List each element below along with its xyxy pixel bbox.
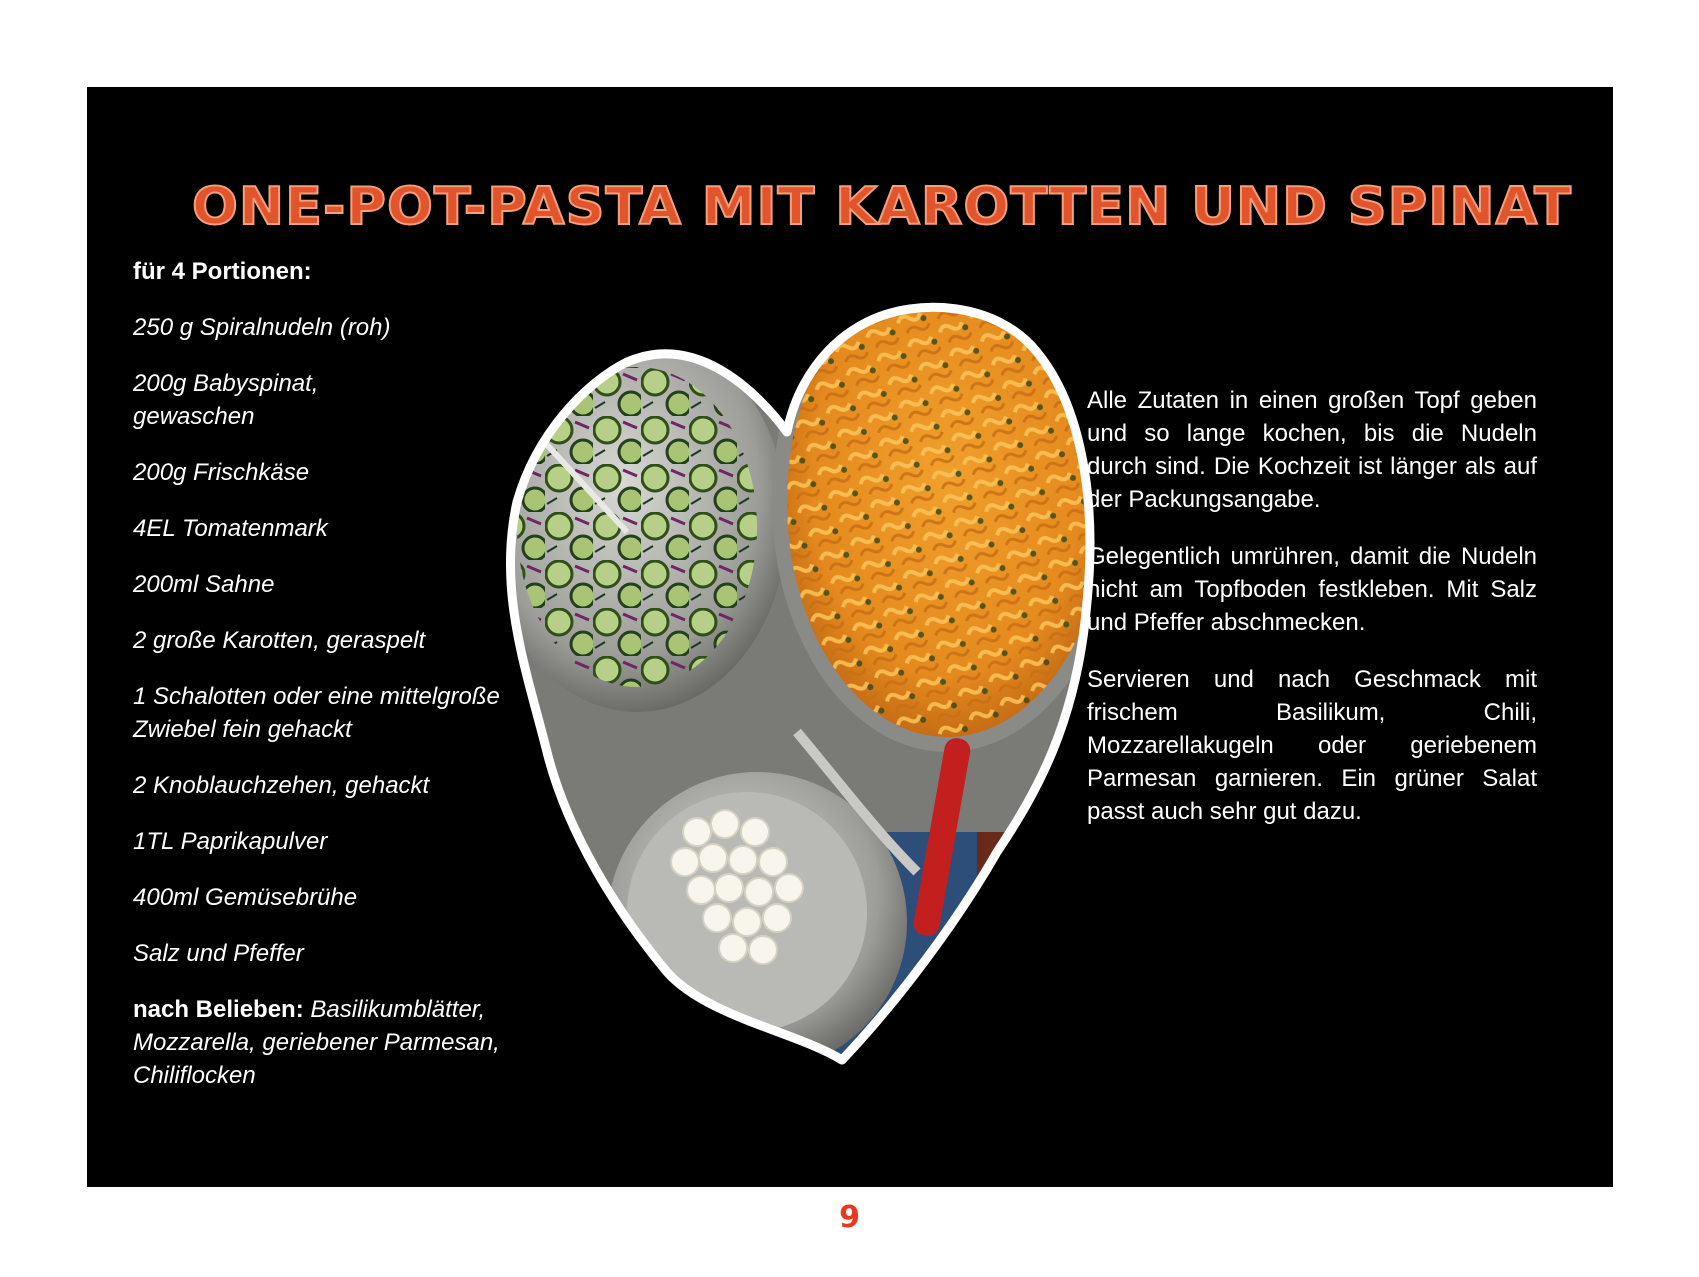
ingredient-item: 200g Babyspinat, gewaschen — [133, 370, 319, 430]
ingredient-item: 4EL Tomatenmark — [133, 515, 328, 542]
optional-label: nach Belieben: — [133, 996, 304, 1023]
page-number: 9 — [839, 1200, 860, 1235]
ingredient-item: 400ml Gemüsebrühe — [133, 884, 358, 911]
instruction-paragraph: Alle Zutaten in einen großen Topf geben und so lange kochen, bis die Nudeln durch sind. Die Kochzeit ist länger als auf der Packungsangabe. — [1087, 387, 1537, 513]
heart-shaped-food-photo — [497, 272, 1147, 1072]
instructions — [1087, 384, 1537, 852]
ingredient-item: 200ml Sahne — [133, 571, 275, 598]
ingredient-item: 1 Schalotten oder eine mittelgroße Zwiebel fein gehackt — [133, 683, 500, 743]
ingredient-item: 2 Knoblauchzehen, gehackt — [133, 772, 430, 799]
optional-text: Basilikumblätter, Mozzarella, geriebener Parmesan, Chiliflocken — [133, 996, 500, 1089]
instruction-paragraph: Gelegentlich umrühren, damit die Nudeln nicht am Topfboden festkleben. Mit Salz und Pfeffer abschmecken. — [1087, 543, 1537, 636]
recipe-panel — [87, 87, 1613, 1187]
servings-heading: für 4 Portionen: — [133, 258, 312, 285]
ingredient-item: 250 g Spiralnudeln (roh) — [133, 314, 391, 341]
ingredient-item: 1TL Paprikapulver — [133, 828, 328, 855]
instruction-paragraph: Servieren und nach Geschmack mit frischem Basilikum, Chili, Mozzarellakugeln oder geriebenem Parmesan garnieren. Ein grüner Salat passt auch sehr gut dazu. — [1087, 666, 1537, 825]
ingredient-item: Salz und Pfeffer — [133, 940, 304, 967]
ingredient-item: 2 große Karotten, geraspelt — [133, 627, 426, 654]
recipe-title: ONE-POT-PASTA MIT KAROTTEN UND SPINAT — [192, 176, 1572, 237]
ingredient-item: 200g Frischkäse — [133, 459, 310, 486]
